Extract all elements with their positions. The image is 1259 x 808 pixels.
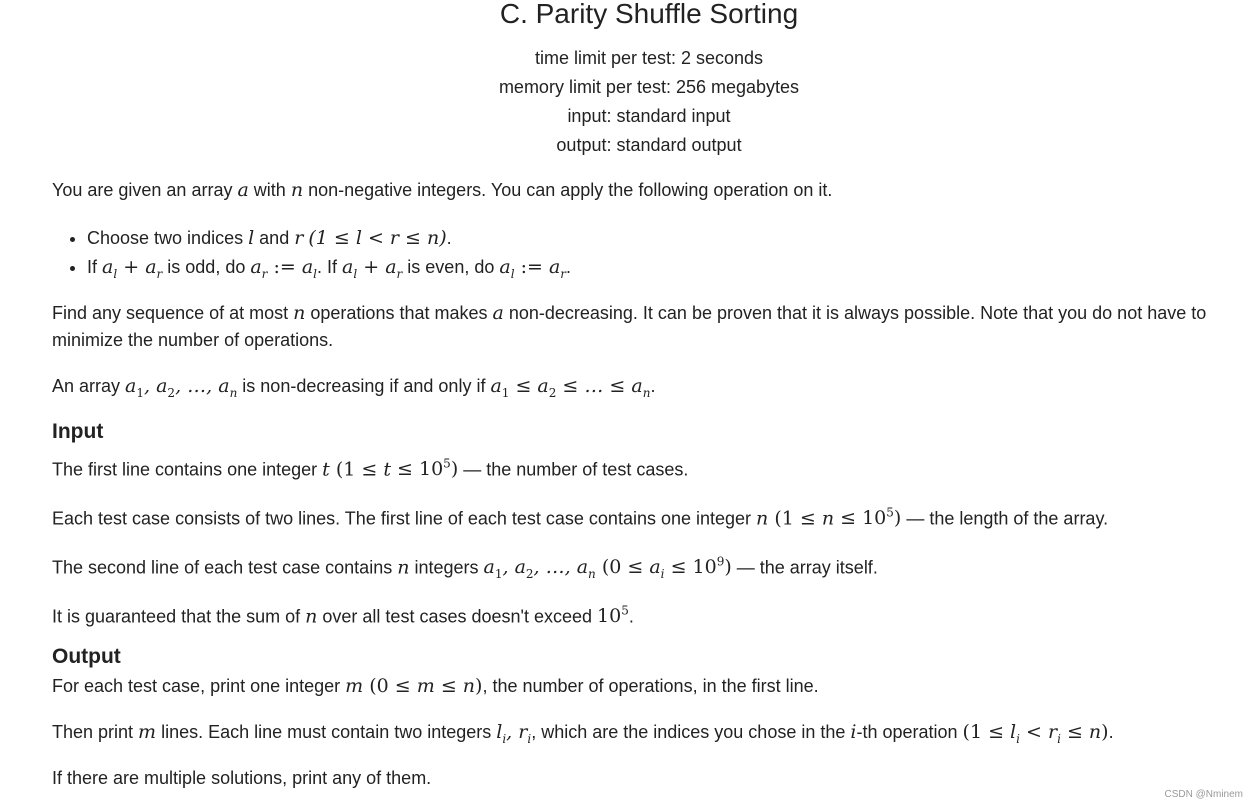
output-paragraph-2: Then print m lines. Each line must contain two integers $l_i$, $r_i$, which are the indices you chose in the i-th operation $(1 \le l_i < r_i \le n)$.	[52, 721, 1114, 746]
problem-limits	[0, 44, 1259, 160]
problem-title: C. Parity Shuffle Sorting	[499, 0, 799, 29]
output-heading: Output	[52, 645, 121, 668]
output-paragraph-1: For each test case, print one integer m (0 ≤ m ≤ n), the number of operations, in the first line.	[52, 675, 819, 697]
operation-list	[52, 224, 571, 289]
input-paragraph-2: Each test case consists of two lines. The first line of each test case contains one integer n $(1 \le n \le 10^5)$ — the length of the array.	[52, 506, 1109, 530]
input-paragraph-1: The first line contains one integer t $(1 \le t \le 10^5)$ — the number of test cases.	[52, 457, 689, 481]
statement-paragraph-2: Find any sequence of at most n operations that makes a non-decreasing. It can be proven that it is always possible. Note that you do not have to minimize the number of operations.	[52, 302, 1207, 350]
time-limit: time limit per test: 2 seconds	[534, 48, 764, 68]
memory-limit: memory limit per test: 256 megabytes	[498, 77, 800, 97]
operation-step-1: • Choose two indices l and r (1 ≤ l < r ≤ n).	[87, 224, 571, 253]
input-spec: input: standard input	[567, 106, 731, 126]
output-spec: output: standard output	[556, 135, 742, 155]
output-paragraph-3: If there are multiple solutions, print any of them.	[52, 768, 432, 788]
statement-paragraph-3: An array $a_1$, $a_2$, …, $a_n$ is non-decreasing if and only if $a_1 \le a_2$ ≤ … ≤ $a_n$.	[52, 375, 656, 400]
statement-paragraph-1: You are given an array a with n non-negative integers. You can apply the following operation on it.	[52, 179, 833, 201]
watermark: CSDN @Nminem	[1164, 789, 1243, 800]
input-paragraph-3: The second line of each test case contains n integers $a_1$, $a_2$, …, $a_n$ $(0 \le a_i \le 10^9)$ — the array itself.	[52, 555, 878, 582]
input-paragraph-4: It is guaranteed that the sum of n over all test cases doesn't exceed $10^5$.	[52, 604, 634, 628]
input-heading: Input	[52, 420, 104, 443]
operation-step-2: • If $a_l + a_r$ is odd, do $a_r$ := $a_l$. If $a_l + a_r$ is even, do $a_l$ := $a_r$.	[87, 253, 571, 289]
